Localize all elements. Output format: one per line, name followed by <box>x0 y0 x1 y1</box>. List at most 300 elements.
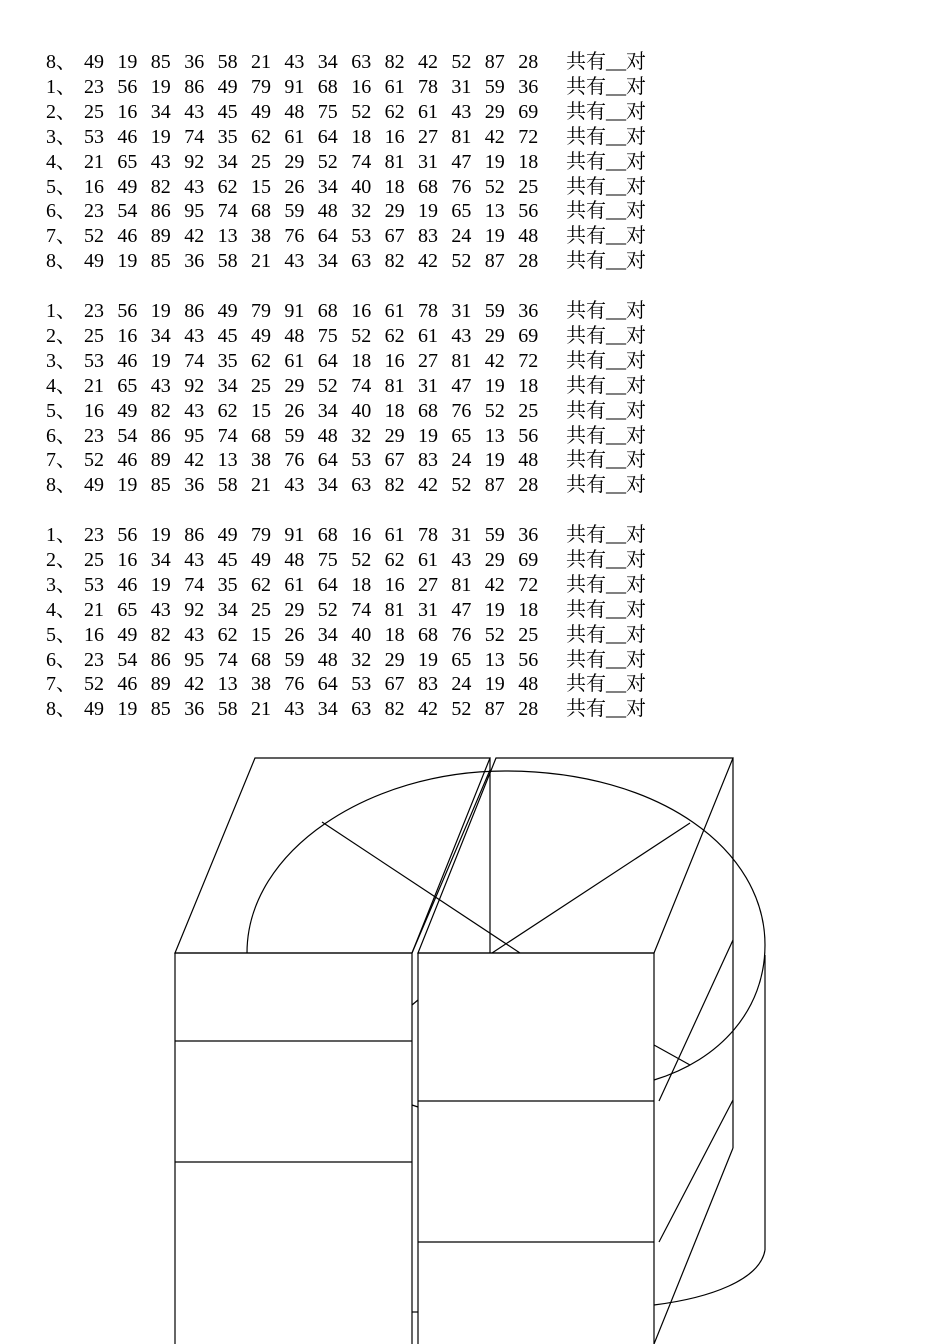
row-number: 34 <box>150 324 171 347</box>
row-number: 46 <box>117 449 138 472</box>
row-number: 16 <box>351 300 372 322</box>
row-number: 62 <box>384 548 405 571</box>
row-number: 62 <box>384 100 405 123</box>
row-number: 31 <box>451 524 472 546</box>
row-number: 18 <box>351 349 372 372</box>
row-number: 56 <box>518 424 539 447</box>
row-number: 16 <box>117 100 138 123</box>
answer-blank: 共有__对 <box>566 623 646 646</box>
row-number: 74 <box>351 374 372 397</box>
row-number: 87 <box>484 698 505 721</box>
answer-blank: 共有__对 <box>566 200 646 223</box>
row-number: 46 <box>117 573 138 596</box>
row-number: 23 <box>84 524 104 546</box>
row-number: 58 <box>217 250 238 273</box>
row-index: 8、 <box>46 698 76 721</box>
right-box-top <box>418 758 733 953</box>
row-number: 81 <box>384 374 405 397</box>
row-number: 95 <box>184 648 205 671</box>
row-number: 59 <box>284 424 305 447</box>
answer-blank: 共有__对 <box>566 374 646 397</box>
row-number: 45 <box>217 100 238 123</box>
row-number: 48 <box>317 200 338 223</box>
row-number: 43 <box>284 51 305 73</box>
row-number: 19 <box>117 51 138 73</box>
row-number: 62 <box>217 175 238 198</box>
row-number: 38 <box>251 449 271 472</box>
row-number: 13 <box>484 648 505 671</box>
row-number: 68 <box>317 524 338 546</box>
row-number: 61 <box>418 548 438 571</box>
answer-blank: 共有__对 <box>566 399 646 422</box>
row-number: 49 <box>217 75 238 98</box>
row-number: 43 <box>284 698 305 721</box>
row-number: 95 <box>184 200 205 223</box>
row-number: 68 <box>418 399 438 422</box>
row-number: 25 <box>251 598 271 621</box>
row-number: 74 <box>351 598 372 621</box>
row-number: 52 <box>351 324 372 347</box>
row-number: 53 <box>84 573 104 596</box>
row-number: 21 <box>84 150 104 173</box>
row-number: 18 <box>518 150 539 173</box>
row-number: 86 <box>184 75 205 98</box>
row-number: 56 <box>117 75 138 98</box>
row-number: 31 <box>451 300 472 322</box>
row-number: 13 <box>217 225 238 248</box>
row-number: 35 <box>217 125 238 148</box>
row-index: 7、 <box>46 673 76 696</box>
row-index: 8、 <box>46 51 76 73</box>
row-number: 91 <box>284 75 305 98</box>
row-number: 81 <box>451 349 472 372</box>
row-number: 74 <box>217 648 238 671</box>
row-number: 52 <box>351 548 372 571</box>
row-number: 48 <box>317 424 338 447</box>
row-number: 64 <box>317 225 338 248</box>
row-number: 61 <box>384 524 405 546</box>
row-number: 19 <box>418 648 438 671</box>
row-number: 82 <box>150 399 171 422</box>
row-number: 15 <box>251 399 271 422</box>
row-number: 43 <box>184 623 205 646</box>
right-box-front <box>418 953 654 1344</box>
answer-blank: 共有__对 <box>566 225 646 248</box>
answer-blank: 共有__对 <box>566 250 646 273</box>
row-number: 91 <box>284 524 305 546</box>
row-index: 8、 <box>46 250 76 273</box>
row-number: 62 <box>251 573 271 596</box>
row-number: 36 <box>518 524 539 546</box>
row-number: 31 <box>418 598 438 621</box>
row-number: 49 <box>251 100 271 123</box>
row-number: 74 <box>184 573 205 596</box>
row-number: 58 <box>217 474 238 497</box>
row-number: 79 <box>251 75 271 98</box>
cylinder-bottom-arc <box>654 1250 765 1305</box>
row-number: 61 <box>284 573 305 596</box>
row-number: 27 <box>418 349 438 372</box>
row-number: 43 <box>451 324 472 347</box>
row-index: 6、 <box>46 200 76 223</box>
row-number: 21 <box>251 474 271 497</box>
row-number: 19 <box>150 75 171 98</box>
row-number: 95 <box>184 424 205 447</box>
row-number: 36 <box>184 250 205 273</box>
row-number: 48 <box>284 100 305 123</box>
row-index: 1、 <box>46 300 76 322</box>
row-number: 34 <box>150 548 171 571</box>
row-number: 79 <box>251 300 271 322</box>
row-number: 31 <box>418 374 438 397</box>
cylinder-top-arc <box>247 771 765 1080</box>
answer-blank: 共有__对 <box>566 100 646 123</box>
row-number: 68 <box>418 175 438 198</box>
row-number: 85 <box>150 474 171 497</box>
row-number: 36 <box>518 300 539 322</box>
row-number: 59 <box>484 524 505 546</box>
row-number: 78 <box>418 75 438 98</box>
row-number: 65 <box>117 150 138 173</box>
row-number: 35 <box>217 349 238 372</box>
row-number: 28 <box>518 698 539 721</box>
row-number: 18 <box>351 573 372 596</box>
row-number: 42 <box>184 673 205 696</box>
row-number: 82 <box>384 474 405 497</box>
row-number: 65 <box>451 424 472 447</box>
row-number: 53 <box>351 673 372 696</box>
row-number: 89 <box>150 449 171 472</box>
row-number: 74 <box>217 200 238 223</box>
row-index: 5、 <box>46 623 76 646</box>
row-number: 16 <box>84 399 104 422</box>
row-number: 69 <box>518 548 539 571</box>
row-number: 61 <box>418 324 438 347</box>
row-number: 62 <box>384 324 405 347</box>
row-number: 29 <box>484 100 505 123</box>
row-number: 83 <box>418 449 438 472</box>
row-number: 26 <box>284 623 305 646</box>
row-number: 19 <box>150 125 171 148</box>
row-index: 3、 <box>46 125 76 148</box>
row-number: 49 <box>217 300 238 322</box>
row-number: 63 <box>351 51 372 73</box>
row-number: 42 <box>484 349 505 372</box>
row-number: 86 <box>150 424 171 447</box>
row-number: 24 <box>451 225 472 248</box>
row-number: 40 <box>351 399 372 422</box>
row-number: 42 <box>418 250 438 273</box>
row-number: 74 <box>184 125 205 148</box>
row-number: 34 <box>317 250 338 273</box>
row-index: 8、 <box>46 474 76 497</box>
row-number: 32 <box>351 200 372 223</box>
row-number: 49 <box>84 51 104 73</box>
row-number: 43 <box>284 474 305 497</box>
row-number: 23 <box>84 200 104 223</box>
row-index: 4、 <box>46 150 76 173</box>
row-number: 25 <box>518 623 539 646</box>
answer-blank: 共有__对 <box>566 673 646 696</box>
row-number: 38 <box>251 225 271 248</box>
row-number: 25 <box>251 374 271 397</box>
row-number: 82 <box>384 250 405 273</box>
row-number: 49 <box>84 250 104 273</box>
row-number: 52 <box>84 225 104 248</box>
answer-blank: 共有__对 <box>566 698 646 721</box>
row-number: 25 <box>518 399 539 422</box>
row-number: 43 <box>184 175 205 198</box>
row-number: 54 <box>117 200 138 223</box>
row-number: 58 <box>217 51 238 73</box>
row-number: 52 <box>451 698 472 721</box>
row-number: 68 <box>317 75 338 98</box>
row-number: 74 <box>351 150 372 173</box>
row-number: 69 <box>518 324 539 347</box>
row-number: 46 <box>117 349 138 372</box>
row-number: 59 <box>284 200 305 223</box>
answer-blank: 共有__对 <box>566 175 646 198</box>
row-number: 46 <box>117 225 138 248</box>
row-number: 32 <box>351 424 372 447</box>
spoke-right <box>492 823 690 953</box>
row-number: 21 <box>84 598 104 621</box>
row-number: 34 <box>317 698 338 721</box>
row-number: 42 <box>484 125 505 148</box>
row-number: 28 <box>518 250 539 273</box>
answer-blank: 共有__对 <box>566 548 646 571</box>
row-number: 40 <box>351 175 372 198</box>
row-number: 61 <box>284 349 305 372</box>
left-box-front <box>175 953 412 1344</box>
row-number: 21 <box>251 698 271 721</box>
answer-blank: 共有__对 <box>566 449 646 472</box>
row-number: 47 <box>451 598 472 621</box>
row-number: 62 <box>217 623 238 646</box>
answer-blank: 共有__对 <box>566 648 646 671</box>
row-number: 58 <box>217 698 238 721</box>
row-number: 86 <box>150 648 171 671</box>
row-number: 75 <box>317 324 338 347</box>
row-number: 19 <box>418 200 438 223</box>
row-number: 67 <box>384 225 405 248</box>
row-number: 34 <box>317 399 338 422</box>
row-number: 35 <box>217 573 238 596</box>
row-number: 19 <box>484 225 505 248</box>
row-number: 19 <box>117 474 138 497</box>
row-number: 25 <box>84 324 104 347</box>
row-number: 64 <box>317 449 338 472</box>
row-number: 13 <box>217 673 238 696</box>
row-number: 34 <box>217 598 238 621</box>
row-number: 27 <box>418 573 438 596</box>
row-number: 19 <box>484 598 505 621</box>
row-number: 85 <box>150 250 171 273</box>
row-number: 61 <box>284 125 305 148</box>
row-number: 23 <box>84 648 104 671</box>
row-index: 6、 <box>46 424 76 447</box>
row-number: 34 <box>217 150 238 173</box>
row-number: 56 <box>518 648 539 671</box>
row-number: 42 <box>484 573 505 596</box>
row-number: 46 <box>117 673 138 696</box>
row-number: 83 <box>418 225 438 248</box>
row-number: 54 <box>117 648 138 671</box>
row-number: 49 <box>217 524 238 546</box>
row-number: 34 <box>317 623 338 646</box>
row-number: 28 <box>518 51 539 73</box>
row-number: 52 <box>451 250 472 273</box>
row-number: 52 <box>484 175 505 198</box>
answer-blank: 共有__对 <box>566 474 646 497</box>
row-number: 19 <box>418 424 438 447</box>
row-number: 36 <box>184 698 205 721</box>
row-index: 5、 <box>46 399 76 422</box>
answer-blank: 共有__对 <box>566 573 646 596</box>
row-number: 43 <box>150 598 171 621</box>
row-number: 87 <box>484 250 505 273</box>
row-number: 65 <box>451 200 472 223</box>
row-number: 42 <box>418 51 438 73</box>
answer-blank: 共有__对 <box>566 349 646 372</box>
row-number: 76 <box>451 399 472 422</box>
row-number: 63 <box>351 698 372 721</box>
answer-blank: 共有__对 <box>566 524 646 546</box>
spoke-lower <box>654 1045 690 1065</box>
row-number: 48 <box>317 648 338 671</box>
row-number: 43 <box>184 548 205 571</box>
row-number: 64 <box>317 573 338 596</box>
row-number: 34 <box>317 175 338 198</box>
row-number: 49 <box>117 623 138 646</box>
row-number: 13 <box>217 449 238 472</box>
row-index: 2、 <box>46 100 76 123</box>
row-number: 42 <box>418 474 438 497</box>
hidden-edge-2 <box>412 1105 418 1107</box>
right-box-side-shelf-2 <box>659 1100 733 1242</box>
row-number: 31 <box>418 150 438 173</box>
row-number: 34 <box>317 51 338 73</box>
row-number: 52 <box>484 399 505 422</box>
row-number: 43 <box>150 374 171 397</box>
row-index: 7、 <box>46 449 76 472</box>
row-number: 29 <box>384 200 405 223</box>
answer-blank: 共有__对 <box>566 324 646 347</box>
row-number: 40 <box>351 623 372 646</box>
left-box-top <box>175 758 490 953</box>
row-number: 49 <box>84 474 104 497</box>
row-number: 52 <box>451 474 472 497</box>
row-number: 63 <box>351 474 372 497</box>
row-number: 82 <box>384 698 405 721</box>
row-number: 86 <box>150 200 171 223</box>
row-number: 61 <box>418 100 438 123</box>
row-number: 76 <box>284 225 305 248</box>
row-number: 43 <box>184 100 205 123</box>
row-number: 65 <box>117 598 138 621</box>
row-number: 87 <box>484 474 505 497</box>
row-number: 18 <box>384 175 405 198</box>
answer-blank: 共有__对 <box>566 125 646 148</box>
right-box-side-shelf-1 <box>659 940 733 1101</box>
row-number: 81 <box>451 125 472 148</box>
answer-blank: 共有__对 <box>566 51 646 73</box>
row-number: 49 <box>251 548 271 571</box>
row-number: 42 <box>418 698 438 721</box>
row-number: 29 <box>284 598 305 621</box>
row-number: 29 <box>484 324 505 347</box>
row-number: 23 <box>84 75 104 98</box>
row-number: 76 <box>284 673 305 696</box>
row-number: 21 <box>251 250 271 273</box>
row-number: 52 <box>84 449 104 472</box>
row-number: 43 <box>184 399 205 422</box>
row-number: 89 <box>150 225 171 248</box>
row-number: 19 <box>117 250 138 273</box>
row-number: 91 <box>284 300 305 322</box>
row-number: 52 <box>351 100 372 123</box>
row-number: 19 <box>150 524 171 546</box>
row-number: 19 <box>484 449 505 472</box>
row-number: 21 <box>84 374 104 397</box>
row-number: 92 <box>184 598 205 621</box>
row-number: 65 <box>451 648 472 671</box>
row-number: 68 <box>251 648 271 671</box>
row-number: 52 <box>451 51 472 73</box>
row-number: 29 <box>484 548 505 571</box>
row-number: 64 <box>317 673 338 696</box>
row-number: 92 <box>184 150 205 173</box>
row-number: 52 <box>317 598 338 621</box>
row-number: 81 <box>451 573 472 596</box>
row-number: 72 <box>518 349 539 372</box>
row-number: 16 <box>117 548 138 571</box>
row-number: 47 <box>451 374 472 397</box>
row-number: 27 <box>418 125 438 148</box>
row-number: 19 <box>484 374 505 397</box>
row-number: 15 <box>251 175 271 198</box>
answer-blank: 共有__对 <box>566 424 646 447</box>
row-number: 62 <box>251 349 271 372</box>
row-number: 34 <box>317 474 338 497</box>
row-number: 72 <box>518 573 539 596</box>
row-index: 2、 <box>46 324 76 347</box>
row-number: 19 <box>117 698 138 721</box>
row-number: 52 <box>317 374 338 397</box>
row-number: 81 <box>384 150 405 173</box>
row-index: 3、 <box>46 573 76 596</box>
row-number: 34 <box>150 100 171 123</box>
row-number: 43 <box>451 100 472 123</box>
row-number: 65 <box>117 374 138 397</box>
row-number: 19 <box>484 150 505 173</box>
row-number: 76 <box>451 175 472 198</box>
row-index: 1、 <box>46 75 76 98</box>
row-number: 75 <box>317 548 338 571</box>
row-number: 85 <box>150 51 171 73</box>
row-number: 61 <box>384 75 405 98</box>
row-number: 62 <box>251 125 271 148</box>
row-number: 19 <box>484 673 505 696</box>
row-number: 45 <box>217 324 238 347</box>
row-number: 59 <box>484 75 505 98</box>
row-number: 48 <box>284 548 305 571</box>
row-number: 61 <box>384 300 405 322</box>
row-number: 49 <box>251 324 271 347</box>
row-number: 21 <box>251 51 271 73</box>
row-number: 47 <box>451 150 472 173</box>
row-number: 36 <box>518 75 539 98</box>
